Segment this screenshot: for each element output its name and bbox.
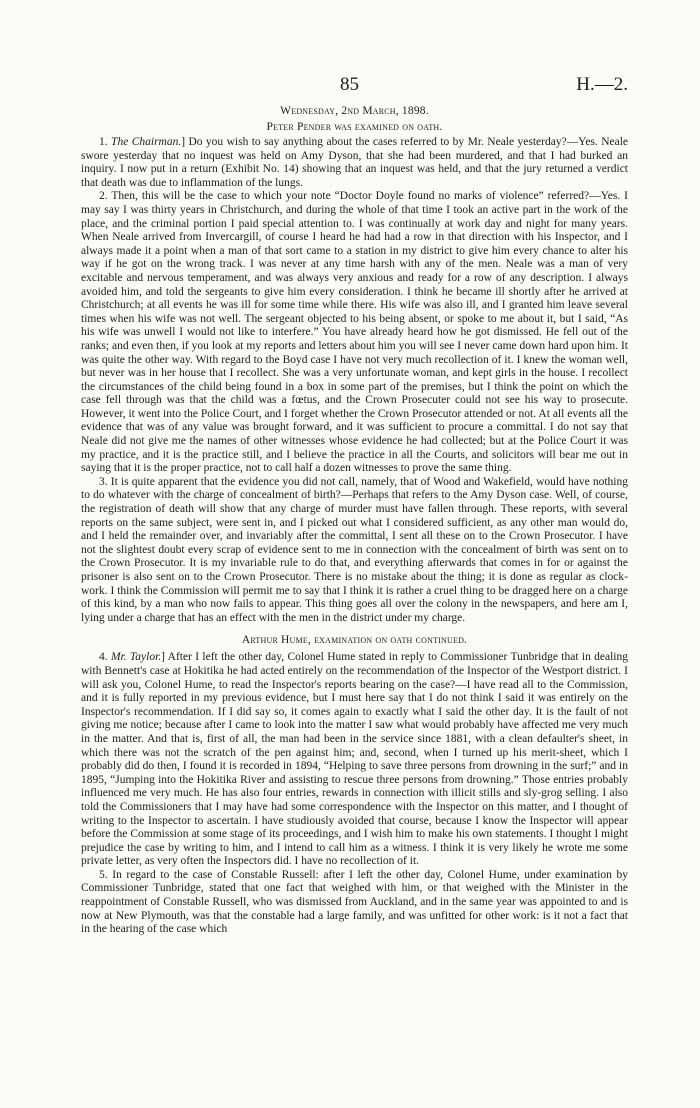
witness-heading-hume: Arthur Hume, examination on oath continued. — [241, 634, 468, 647]
witness-heading-pender: Peter Pender was examined on oath. — [266, 121, 443, 133]
paragraph-text: It is quite apparent that the evidence you did not call, namely, that of Wood and Wakefield, would have nothing to do whatever with the charge of concealment of birth?—Perhaps that refers to the Amy Dyson case. Well, of course, the registration of death will show that any charge of murder must have fallen through. These reports, with several reports on the same subject, were sent in, and I picked out what I considered sufficient, as any other man would do, and I held the remainder over, and invariably after the committal, I sent all these on to the Crown Prosecutor. I have not the slightest doubt every scrap of evidence sent to me in connection with the concealment of birth was sent on to the Crown Prosecutor. It is my invariable rule to do that, and everything afterwards that comes in for or against the prisoner is also sent on to the Crown Prosecutor. There is no mistake about the thing; it is done as regular as clock-work. I think the Commission will permit me to say that I think it is rather a cruel thing to be dragged here on a charge of this kind, by a man who now fails to appear. This thing goes all over the colony in the newspapers, and here am I, lying under a charge that has an effect with the men in the district under my charge. — [81, 475, 628, 624]
paragraph-5 — [81, 869, 628, 937]
series-code: H.—2. — [576, 74, 628, 95]
paragraph-text: ] After I left the other day, Colonel Hume stated in reply to Commissioner Tunbridge that in dealing with Bennett's case at Hokitika he had acted entirely on the recommendation of the Inspector of the Westport district. I will ask you, Colonel Hume, to read the Inspector's reports bearing on the case?—I have read all to the Commission, and it is fully reported in my previous evidence, but I must here say that I do not think I said it was entirely on the Inspector's recommendation. If I did say so, it comes again to exactly what I said the other day. It is the fault of not giving me notice; because after I came to look into the matter I saw what would probably have affected me very much in the matter. And that is, first of all, the man had been in the service since 1881, with a clean defaulter's sheet, in which there was not the scratch of the pen against him; and, second, when I turned up his merit-sheet, which I probably did do then, I found it is recorded in 1894, “Helping to save three persons from drowning in the surf;” and in 1895, “Jumping into the Hokitika River and assisting to rescue three persons from drowning.” Those entries probably influenced me very much. He has also four entries, rewards in connection with illicit stills and sly-grog selling. I also told the Commissioners that I may have had some correspondence with the Inspector on this matter, and I thought of writing to the Inspector to ascertain. I have studiously avoided that course, because I know the Inspector will appear before the Commission at some stage of its proceedings, and I wish him to make his own statements. I thought I might prejudice the case by writing to him, and I intend to call him as a witness. I think it is very likely he wrote me some private letter, as very often the Inspectors did. I have no recollection of it. — [81, 651, 628, 868]
paragraph-text: Then, this will be the case to which your note “Doctor Doyle found no marks of violence” referred?—Yes. I may say I was thirty years in Christchurch, and during the whole of that time I took an active part in the work of the place, and the criminal portion I paid special attention to. I was continually at work day and night for many years. When Neale arrived from Invercargill, of course I heard he had had a row in that direction with his Inspector, and I always made it a point when a man of that sort came to a station in my district to give him every chance to alter his way if he got on the wrong track. I was never at any time harsh with any of the men. Neale was a man of very excitable and nervous temperament, and was always very anxious and ready for a row of any description. I always avoided him, and told the sergeants to give him every consideration. I think he became ill shortly after he arrived at Christchurch; at all events he was ill for some time while there. His wife was also ill, and I granted him leave several times when his wife was not well. The sergeant objected to his being absent, or spoke to me about it, but I said, “As his wife was unwell I would not like to interfere.” You have already heard how he got dismissed. He fell out of the ranks; and even then, if you look at my reports and letters about him you will see I never came down hard upon him. It was quite the other way. With regard to the Boyd case I have not very much recollection of it. I knew the woman well, but never was in her house that I recollect. She was a very unfortunate woman, and kept girls in the house. I recollect the circumstances of the child being found in a box in some part of the premises, but I think the point on which the case fell through was that the child was a fœtus, and the Crown Prosecuter could not see his way to prosecute. However, it went into the Police Court, and I forget whether the Crown Prosecutor attended or not. At all events all the evidence that was of any value was brought forward, and it was sufficient to procure a committal. I do not say that Neale did not give me the names of other witnesses whose evidence he had collected; but at the Police Court it was my practice, and it is the practice still, and I believe the practice in all the Courts, and solicitors will bear me out in saying that it is the proper practice, not to call half a dozen witnesses to prove the same thing. — [81, 190, 629, 475]
paragraph-number: 5. — [99, 868, 113, 881]
paragraph-number: 2. — [99, 190, 112, 203]
page-header — [0, 74, 700, 98]
speaker-label: Mr. Taylor. — [110, 651, 162, 664]
page-body — [81, 104, 628, 937]
paragraph-1 — [81, 136, 628, 190]
paragraph-number: 3. — [99, 475, 111, 488]
paragraph-2 — [81, 190, 628, 475]
speaker-label: The Chairman. — [111, 136, 182, 148]
paragraph-4 — [81, 651, 628, 869]
date-heading: Wednesday, 2nd March, 1898. — [280, 105, 429, 117]
paragraph-3 — [81, 476, 628, 626]
paragraph-number: 1. — [99, 136, 112, 148]
paragraph-text: ] Do you wish to say anything about the cases referred to by Mr. Neale yesterday?—Yes. Neale swore yesterday that no inquest was held on Amy Dyson, that she had been murdered, and that I had burked an inquiry. I now put in a return (Exhibit No. 14) showing that an inquest was held, and that the jury returned a verdict that death was due to inflammation of the lungs. — [81, 136, 629, 189]
paragraph-number: 4. — [99, 651, 111, 664]
page-number: 85 — [340, 74, 359, 95]
paragraph-text: In regard to the case of Constable Russell: after I left the other day, Colonel Hume, under examination by Commissioner Tunbridge, stated that one fact that weighed with him, or that weighed with the Minister in the reappointment of Constable Russell, who was dismissed from Auckland, and in the same year was appointed to and is now at New Plymouth, was that the constable had a large family, and was unfitted for other work: is it not a fact that in the hearing of the case which — [81, 868, 628, 936]
